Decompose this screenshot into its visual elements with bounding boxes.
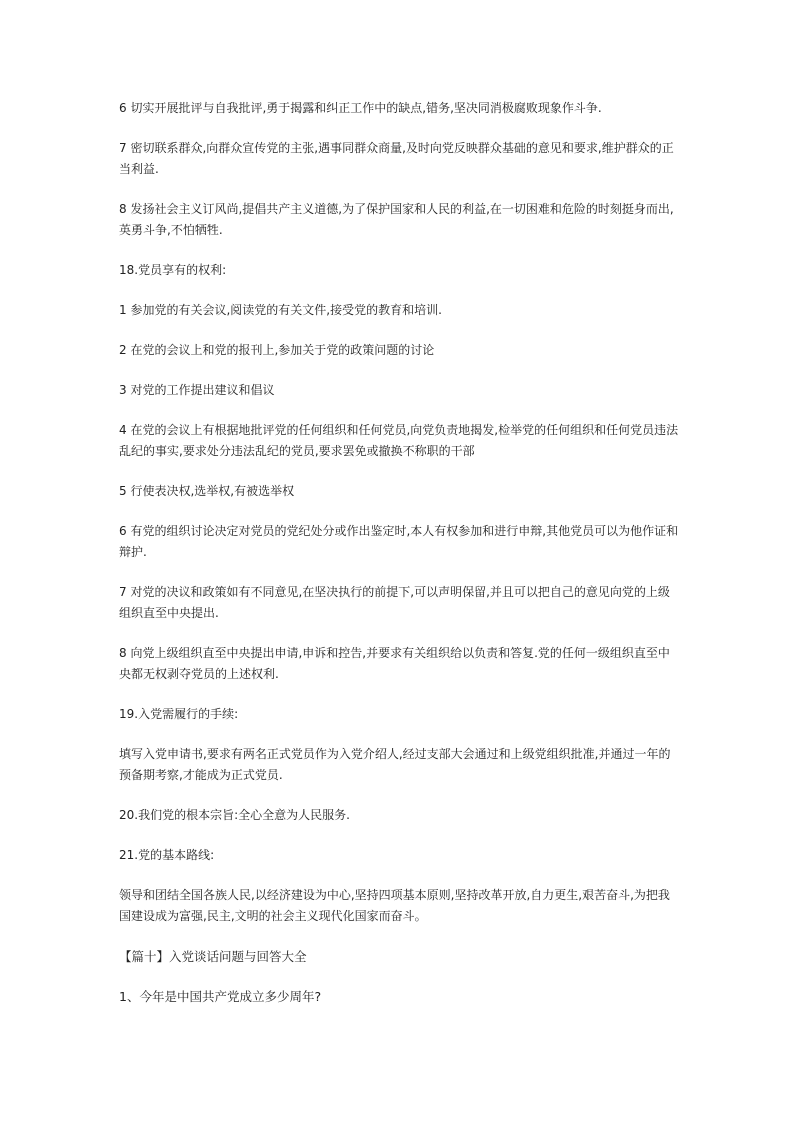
section-heading-21: 21.党的基本路线:	[119, 848, 215, 862]
paragraph-right-7: 7 对党的决议和政策如有不同意见,在坚决执行的前提下,可以声明保留,并且可以把自己的意见向党的上级组织直至中央提出.	[119, 585, 670, 620]
paragraph-procedure: 填写入党申请书,要求有两名正式党员作为入党介绍人,经过支部大会通过和上级党组织批准,并通过一年的预备期考察,才能成为正式党员.	[119, 747, 671, 782]
paragraph-right-5: 5 行使表决权,选举权,有被选举权	[119, 484, 295, 498]
paragraph-right-2: 2 在党的会议上和党的报刊上,参加关于党的政策问题的讨论	[119, 343, 435, 357]
paragraph-basic-line: 领导和团结全国各族人民,以经济建设为中心,坚持四项基本原则,坚持改革开放,自力更生,艰苦奋斗,为把我国建设成为富强,民主,文明的社会主义现代化国家而奋斗。	[119, 888, 670, 923]
paragraph-duty-7: 7 密切联系群众,向群众宣传党的主张,遇事同群众商量,及时向党反映群众基础的意见和要求,维护群众的正当利益.	[119, 141, 674, 176]
chapter-heading-10: 【篇十】入党谈话问题与回答大全	[119, 949, 307, 964]
paragraph-right-4: 4 在党的会议上有根据地批评党的任何组织和任何党员,向党负责地揭发,检举党的任何组织和任何党员违法乱纪的事实,要求处分违法乱纪的党员,要求罢免或撤换不称职的干部	[119, 423, 679, 458]
section-heading-20: 20.我们党的根本宗旨:全心全意为人民服务.	[119, 808, 350, 822]
question-1: 1、今年是中国共产党成立多少周年?	[119, 989, 322, 1004]
paragraph-duty-6: 6 切实开展批评与自我批评,勇于揭露和纠正工作中的缺点,错务,坚决同消极腐败现象作斗争.	[119, 101, 602, 115]
paragraph-duty-8: 8 发扬社会主义订风尚,提倡共产主义道德,为了保护国家和人民的利益,在一切困难和危险的时刻挺身而出,英勇斗争,不怕牺牲.	[119, 202, 674, 237]
paragraph-right-3: 3 对党的工作提出建议和倡议	[119, 383, 275, 397]
section-heading-19: 19.入党需履行的手续:	[119, 707, 239, 721]
section-heading-18: 18.党员享有的权利:	[119, 263, 227, 277]
paragraph-right-1: 1 参加党的有关会议,阅读党的有关文件,接受党的教育和培训.	[119, 303, 442, 317]
paragraph-right-8: 8 向党上级组织直至中央提出申请,申诉和控告,并要求有关组织给以负责和答复.党的任何一级组织直至中央都无权剥夺党员的上述权利.	[119, 646, 670, 681]
document-page	[119, 98, 679, 1026]
paragraph-right-6: 6 有党的组织讨论决定对党员的党纪处分或作出鉴定时,本人有权参加和进行申辩,其他党员可以为他作证和辩护.	[119, 524, 679, 559]
